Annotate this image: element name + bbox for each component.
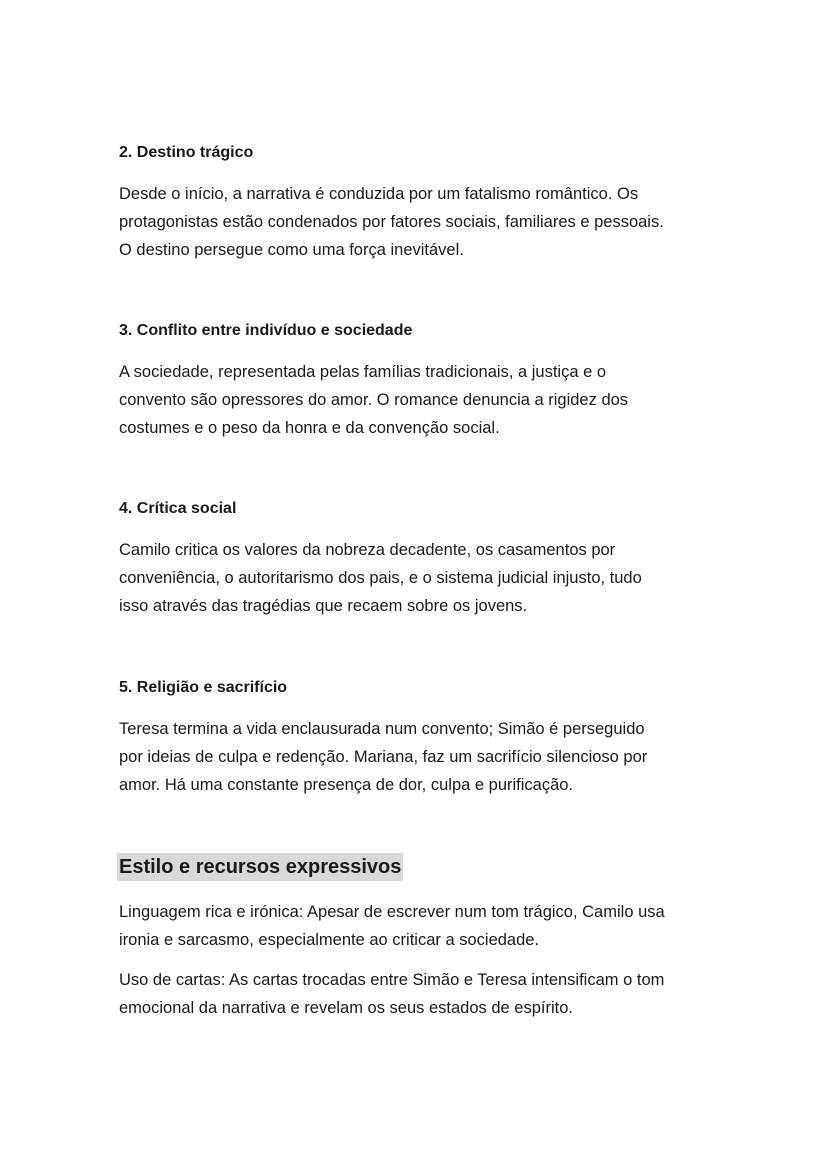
paragraph-line: Teresa termina a vida enclausurada num convento; Simão é perseguido bbox=[119, 720, 645, 738]
paragraph-line: conveniência, o autoritarismo dos pais, e o sistema judicial injusto, tudo bbox=[119, 569, 642, 587]
paragraph-line: A sociedade, representada pelas famílias tradicionais, a justiça e o bbox=[119, 363, 607, 381]
paragraph-line: convento são opressores do amor. O romance denuncia a rigidez dos bbox=[119, 391, 629, 409]
style-paragraph-linguagem bbox=[119, 898, 719, 954]
paragraph-line: O destino persegue como uma força inevitável. bbox=[119, 241, 464, 259]
section-paragraph-religiao bbox=[119, 715, 719, 799]
paragraph-line: amor. Há uma constante presença de dor, culpa e purificação. bbox=[119, 776, 574, 794]
section-heading-conflito: 3. Conflito entre indivíduo e sociedade bbox=[119, 322, 413, 339]
paragraph-line: Uso de cartas: As cartas trocadas entre Simão e Teresa intensificam o tom bbox=[119, 971, 665, 989]
paragraph-line: Desde o início, a narrativa é conduzida por um fatalismo romântico. Os bbox=[119, 185, 639, 203]
paragraph-line: ironia e sarcasmo, especialmente ao criticar a sociedade. bbox=[119, 931, 540, 949]
paragraph-line: emocional da narrativa e revelam os seus estados de espírito. bbox=[119, 999, 573, 1017]
section-paragraph-critica-social bbox=[119, 536, 719, 620]
paragraph-line: costumes e o peso da honra e da convenção social. bbox=[119, 419, 500, 437]
section-heading-destino-tragico: 2. Destino trágico bbox=[119, 144, 254, 161]
style-section-title: Estilo e recursos expressivos bbox=[117, 853, 403, 881]
paragraph-line: Camilo critica os valores da nobreza decadente, os casamentos por bbox=[119, 541, 616, 559]
paragraph-line: por ideias de culpa e redenção. Mariana, faz um sacrifício silencioso por bbox=[119, 748, 648, 766]
paragraph-line: protagonistas estão condenados por fatores sociais, familiares e pessoais. bbox=[119, 213, 664, 231]
paragraph-line: isso através das tragédias que recaem sobre os jovens. bbox=[119, 597, 528, 615]
section-heading-religiao: 5. Religião e sacrifício bbox=[119, 679, 288, 696]
section-paragraph-conflito bbox=[119, 358, 719, 442]
paragraph-line: Linguagem rica e irónica: Apesar de escrever num tom trágico, Camilo usa bbox=[119, 903, 665, 921]
section-heading-critica-social: 4. Crítica social bbox=[119, 500, 237, 517]
section-paragraph-destino-tragico bbox=[119, 180, 719, 264]
style-paragraph-cartas bbox=[119, 966, 719, 1022]
